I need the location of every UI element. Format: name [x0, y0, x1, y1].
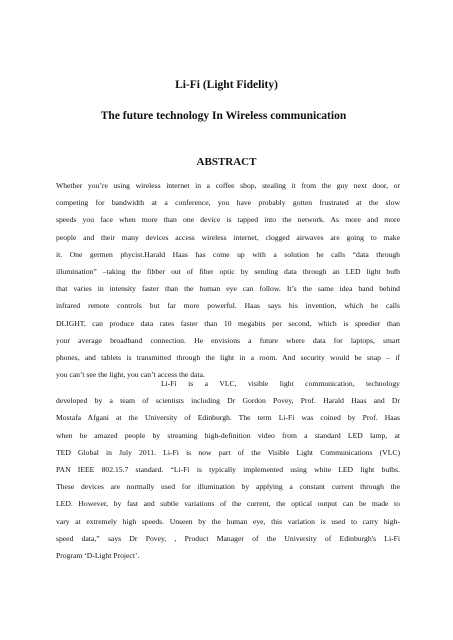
text-line: phones, and tablets is transmitted through the light in a room. And security would be snap – if: [56, 352, 400, 362]
text-line: Program ‘D-Light Project’.: [56, 550, 140, 560]
document-title: Li-Fi (Light Fidelity): [175, 79, 278, 91]
text-line: it. One germen phycist.Harald Haas has come up with a solution he calls “data through: [56, 249, 400, 259]
text-line: These devices are normally used for illumination by applying a constant current through the: [56, 482, 400, 492]
text-line: competing for bandwidth at a conference, you have probably gotten frustrated at the slow: [56, 198, 400, 208]
text-line: Whether you’re using wireless internet in a coffee shop, stealing it from the guy next door, or: [56, 181, 400, 190]
text-line: your average broadband connection. He envisions a future where data for laptops, smart: [56, 335, 400, 345]
text-line: TED Global in July 2011. Li-Fi is now part of the Visible Light Communications (VLC): [56, 447, 400, 457]
text-line: infrared remote controls but far more powerful. Haas says his invention, which he calls: [56, 301, 400, 311]
text-line: that varies in intensity faster than the human eye can follow. It’s the same idea band behind: [56, 284, 400, 294]
text-line: PAN IEEE 802.15.7 standard. “Li-Fi is typically implemented using white LED light bulbs.: [56, 464, 400, 474]
text-line: Mostafa Afgani at the University of Edinburgh. The term Li-Fi was coined by Prof. Haas: [56, 413, 400, 423]
text-line: when he amazed people by streaming high-definition video from a standard LED lamp, at: [56, 430, 400, 440]
text-line: DLIGHT, can produce data rates faster than 10 megabits per second, which is speedier than: [56, 318, 400, 328]
text-line: speeds you face when more than one device is tapped into the network. As more and more: [56, 215, 400, 225]
text-line: LED. However, by fast and subtle variations of the current, the optical output can be made to: [56, 499, 400, 509]
text-line: speed data,” says Dr Povey, , Product Manager of the University of Edinburgh's Li-Fi: [56, 533, 400, 543]
abstract-paragraph-1: [56, 177, 400, 383]
text-line: illumination” –taking the fibber out of fiber optic by sending data through an LED light bulb: [56, 266, 400, 276]
abstract-paragraph-2: [56, 375, 400, 564]
document-subtitle: The future technology In Wireless communication: [100, 110, 347, 122]
text-line: you can’t see the light, you can’t access the data.: [56, 370, 205, 380]
text-line: vary at extremely high speeds. Unseen by the human eye, this variation is used to carry high-: [56, 516, 400, 526]
text-line: Li-Fi is a VLC, visible light communication, technology: [161, 379, 400, 388]
section-heading: ABSTRACT: [196, 156, 257, 168]
text-line: developed by a team of scientists including Dr Gordon Povey, Prof. Harald Haas and Dr: [56, 396, 400, 406]
text-line: people and their many devices access wireless internet, clogged airwaves are going to make: [56, 232, 400, 242]
